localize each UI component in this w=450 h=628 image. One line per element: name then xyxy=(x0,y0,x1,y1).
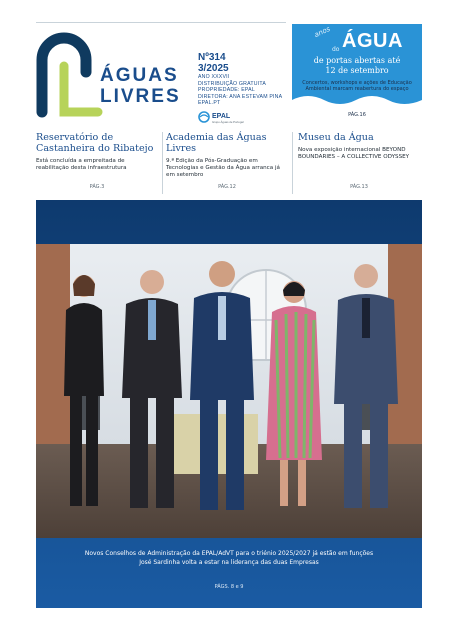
teaser-title: Academia das Águas Livres xyxy=(166,132,267,154)
promo-do: do xyxy=(332,46,340,53)
teaser-museu[interactable] xyxy=(298,132,420,190)
cover-caption-line2: José Sardinha volta a estar na liderança das duas Empresas xyxy=(139,558,319,566)
epal-tagline: Grupo Águas de Portugal xyxy=(212,120,244,124)
teaser-text: Está concluída a empreitada de reabilitação desta infraestrutura xyxy=(36,158,127,171)
promo-subtitle-line1: de portas abertas até xyxy=(313,56,401,65)
promo-subtitle-line2: 12 de setembro xyxy=(325,65,389,75)
website: EPAL.PT xyxy=(198,100,221,107)
logo-word-aguas: ÁGUAS xyxy=(100,65,179,86)
museum-promo-box[interactable] xyxy=(292,24,422,126)
epal-logo-text: EPAL xyxy=(212,113,231,120)
epal-logo xyxy=(198,110,258,124)
teaser-page: PÁG.3 xyxy=(89,184,105,190)
cover-page: PÁGS. 8 e 9 xyxy=(214,584,244,590)
teaser-page: PÁG.12 xyxy=(218,184,236,190)
top-rule xyxy=(36,22,286,23)
cover-story-panel[interactable] xyxy=(36,200,422,608)
issue-year: ANO XXXVII xyxy=(198,74,230,80)
issue-number: Nº314 xyxy=(198,52,226,63)
director: DIRETORA: ANA ESTEVAM PINA xyxy=(198,93,283,100)
teaser-reservatorio[interactable] xyxy=(36,132,158,190)
logo-wordmark xyxy=(100,66,181,106)
issue-info xyxy=(198,52,282,107)
logo-word-livres: LIVRES xyxy=(100,86,181,107)
cover-caption-line1: Novos Conselhos de Administração da EPAL/AdVT para o triénio 2025/2027 já estão em funções xyxy=(84,550,374,557)
issue-date: 3/2025 xyxy=(198,63,229,74)
promo-description: Concertos, workshops e ações de Educação Ambiental marcam reabertura do espaço xyxy=(302,80,412,93)
distribution: DISTRIBUIÇÃO GRATUITA xyxy=(198,80,266,87)
teaser-text: Nova exposição internacional BEYOND BOUNDARIES – A COLLECTIVE ODYSSEY xyxy=(298,147,410,160)
promo-anos: anos xyxy=(313,24,332,40)
teaser-page: PÁG.13 xyxy=(350,184,368,190)
column-divider xyxy=(162,132,163,194)
promo-page: PÁG.16 xyxy=(348,112,366,118)
group-photo xyxy=(36,200,422,538)
teaser-title: Museu da Água xyxy=(298,132,374,143)
promo-agua: ÁGUA xyxy=(342,30,403,52)
promo-subtitle xyxy=(296,56,418,75)
teaser-text: 9.ª Edição da Pós-Graduação em Tecnologias e Gestão da Água arranca já em setembro xyxy=(166,158,280,178)
column-divider xyxy=(292,132,293,194)
ownership: PROPRIEDADE: EPAL xyxy=(198,87,255,94)
cover-caption xyxy=(36,550,422,567)
teaser-title: Reservatório de Castanheira do Ribatejo xyxy=(36,132,154,154)
teaser-academia[interactable] xyxy=(166,132,288,190)
